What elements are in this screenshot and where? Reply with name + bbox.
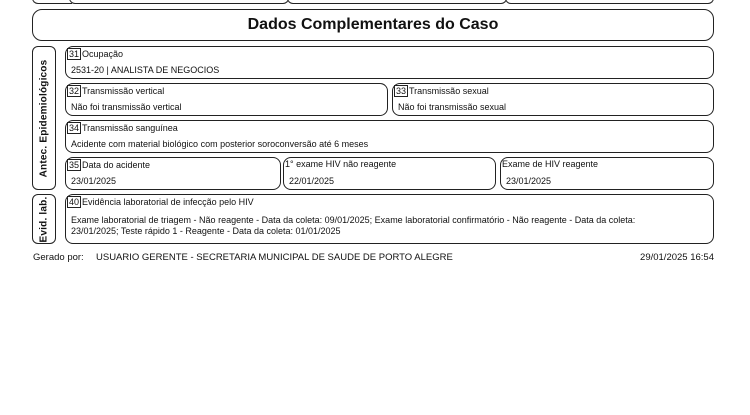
field-value: Acidente com material biológico com posterior soroconversão até 6 meses xyxy=(71,139,369,149)
field-value-line-2: 23/01/2025; Teste rápido 1 - Reagente - Data da coleta: 01/01/2025 xyxy=(71,226,341,236)
footer-timestamp: 29/01/2025 16:54 xyxy=(640,252,714,263)
field-evidencia-laboratorial xyxy=(65,194,714,244)
section-title: Dados Complementares do Caso xyxy=(32,9,714,41)
previous-field-edge xyxy=(69,0,289,4)
previous-field-edge xyxy=(505,0,714,4)
field-label: 1° exame HIV não reagente xyxy=(285,159,397,169)
field-value: Não foi transmissão vertical xyxy=(71,102,182,112)
field-data-acidente xyxy=(65,157,281,190)
field-value: 2531-20 | ANALISTA DE NEGOCIOS xyxy=(71,65,220,75)
group-label-epidemiologicos-text: Antec. Epidemiológicos xyxy=(38,59,50,177)
field-value-line-1: Exame laboratorial de triagem - Não reagente - Data da coleta: 09/01/2025; Exame laboratorial confirmatório - Não reagente - Data da coleta: xyxy=(71,215,636,225)
field-ocupacao xyxy=(65,46,714,79)
group-label-lab-text: Evid. lab. xyxy=(38,196,50,242)
footer-generated-by: USUARIO GERENTE - SECRETARIA MUNICIPAL DE SAUDE DE PORTO ALEGRE xyxy=(96,252,453,263)
footer-generated-label: Gerado por: xyxy=(33,252,84,263)
field-label: 31 Ocupação xyxy=(69,49,124,59)
previous-section-edge xyxy=(32,0,72,4)
field-label: 34 Transmissão sanguínea xyxy=(69,123,178,133)
field-value: Não foi transmissão sexual xyxy=(398,102,507,112)
field-label: 35 Data do acidente xyxy=(69,160,151,170)
field-exame-hiv-reagente xyxy=(500,157,714,190)
field-transmissao-vertical xyxy=(65,83,388,116)
field-exame-hiv-nao-reagente xyxy=(283,157,496,190)
field-label: 40 Evidência laboratorial de infecção pelo HIV xyxy=(69,197,254,207)
field-label: 32 Transmissão vertical xyxy=(69,86,165,96)
field-value: 23/01/2025 xyxy=(506,176,552,186)
field-value: 23/01/2025 xyxy=(71,176,117,186)
field-label: 33 Transmissão sexual xyxy=(396,86,489,96)
field-transmissao-sanguinea xyxy=(65,120,714,153)
group-label-epidemiologicos xyxy=(32,46,56,190)
field-label: Exame de HIV reagente xyxy=(502,159,599,169)
field-transmissao-sexual xyxy=(392,83,714,116)
group-label-lab xyxy=(32,194,56,244)
field-value: 22/01/2025 xyxy=(289,176,335,186)
previous-field-edge xyxy=(287,0,507,4)
